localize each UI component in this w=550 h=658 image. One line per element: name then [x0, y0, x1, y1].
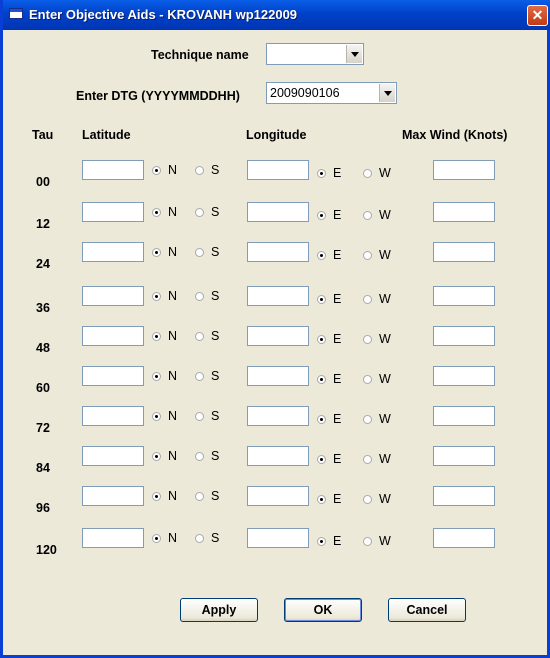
radio-dot[interactable]: [152, 248, 161, 257]
radio-dot[interactable]: [152, 372, 161, 381]
max-wind-input[interactable]: [433, 242, 495, 262]
radio-dot[interactable]: [152, 166, 161, 175]
radio-dot[interactable]: [195, 452, 204, 461]
longitude-input[interactable]: [247, 160, 309, 180]
longitude-input[interactable]: [247, 202, 309, 222]
max-wind-input[interactable]: [433, 486, 495, 506]
radio-label: N: [168, 531, 178, 545]
chevron-down-icon[interactable]: [379, 84, 395, 102]
latitude-input[interactable]: [82, 446, 144, 466]
radio-label: E: [333, 534, 342, 548]
radio-dot[interactable]: [152, 292, 161, 301]
radio-dot[interactable]: [363, 251, 372, 260]
radio-label: W: [379, 166, 391, 180]
column-header-tau: Tau: [32, 128, 54, 142]
cancel-button[interactable]: Cancel: [388, 598, 466, 622]
radio-label: E: [333, 332, 342, 346]
radio-dot[interactable]: [195, 492, 204, 501]
radio-dot[interactable]: [152, 208, 161, 217]
radio-dot[interactable]: [363, 211, 372, 220]
radio-dot[interactable]: [195, 372, 204, 381]
radio-label: W: [379, 292, 391, 306]
radio-label: S: [211, 163, 220, 177]
technique-name-select[interactable]: [266, 43, 364, 65]
radio-dot[interactable]: [152, 492, 161, 501]
radio-dot[interactable]: [363, 169, 372, 178]
radio-label: E: [333, 412, 342, 426]
window-title: Enter Objective Aids - KROVANH wp122009: [29, 7, 298, 22]
latitude-input[interactable]: [82, 366, 144, 386]
radio-label: N: [168, 205, 178, 219]
radio-label: N: [168, 289, 178, 303]
chevron-down-icon[interactable]: [346, 45, 362, 63]
radio-dot[interactable]: [317, 415, 326, 424]
radio-label: W: [379, 372, 391, 386]
radio-dot[interactable]: [195, 412, 204, 421]
radio-label: W: [379, 208, 391, 222]
tau-label: 96: [36, 501, 50, 515]
radio-dot[interactable]: [195, 534, 204, 543]
max-wind-input[interactable]: [433, 286, 495, 306]
radio-label: S: [211, 489, 220, 503]
tau-label: 60: [36, 381, 50, 395]
latitude-input[interactable]: [82, 202, 144, 222]
radio-label: N: [168, 449, 178, 463]
radio-dot[interactable]: [152, 534, 161, 543]
column-header-longitude: Longitude: [246, 128, 307, 142]
dtg-value: 2009090106: [270, 86, 340, 100]
radio-dot[interactable]: [317, 375, 326, 384]
tau-label: 48: [36, 341, 50, 355]
technique-name-label: Technique name: [151, 48, 249, 62]
radio-dot[interactable]: [195, 166, 204, 175]
radio-label: N: [168, 409, 178, 423]
max-wind-input[interactable]: [433, 160, 495, 180]
radio-dot[interactable]: [363, 335, 372, 344]
latitude-input[interactable]: [82, 528, 144, 548]
longitude-input[interactable]: [247, 326, 309, 346]
dtg-select[interactable]: [266, 82, 397, 104]
longitude-input[interactable]: [247, 446, 309, 466]
max-wind-input[interactable]: [433, 528, 495, 548]
radio-label: N: [168, 245, 178, 259]
radio-label: W: [379, 492, 391, 506]
radio-dot[interactable]: [317, 495, 326, 504]
radio-label: N: [168, 329, 178, 343]
radio-dot[interactable]: [317, 169, 326, 178]
radio-dot[interactable]: [317, 335, 326, 344]
radio-dot[interactable]: [195, 292, 204, 301]
ok-button[interactable]: OK: [284, 598, 362, 622]
radio-dot[interactable]: [363, 375, 372, 384]
radio-label: E: [333, 166, 342, 180]
window-icon: [9, 8, 23, 19]
radio-dot[interactable]: [363, 537, 372, 546]
radio-label: E: [333, 208, 342, 222]
radio-dot[interactable]: [152, 452, 161, 461]
longitude-input[interactable]: [247, 242, 309, 262]
radio-label: S: [211, 369, 220, 383]
latitude-input[interactable]: [82, 486, 144, 506]
radio-label: N: [168, 489, 178, 503]
radio-dot[interactable]: [317, 211, 326, 220]
tau-label: 36: [36, 301, 50, 315]
radio-label: S: [211, 245, 220, 259]
dtg-label: Enter DTG (YYYYMMDDHH): [76, 89, 240, 103]
radio-dot[interactable]: [363, 415, 372, 424]
longitude-input[interactable]: [247, 528, 309, 548]
radio-label: N: [168, 163, 178, 177]
radio-dot[interactable]: [317, 295, 326, 304]
radio-dot[interactable]: [152, 332, 161, 341]
close-button[interactable]: ✕: [527, 5, 548, 26]
radio-label: S: [211, 449, 220, 463]
tau-label: 24: [36, 257, 50, 271]
title-bar[interactable]: [3, 0, 550, 30]
radio-label: S: [211, 205, 220, 219]
max-wind-input[interactable]: [433, 326, 495, 346]
radio-label: S: [211, 329, 220, 343]
radio-label: W: [379, 332, 391, 346]
radio-dot[interactable]: [317, 251, 326, 260]
radio-dot[interactable]: [317, 455, 326, 464]
tau-label: 120: [36, 543, 57, 557]
apply-button[interactable]: Apply: [180, 598, 258, 622]
radio-label: E: [333, 292, 342, 306]
latitude-input[interactable]: [82, 160, 144, 180]
tau-label: 84: [36, 461, 50, 475]
radio-dot[interactable]: [152, 412, 161, 421]
radio-label: E: [333, 492, 342, 506]
latitude-input[interactable]: [82, 242, 144, 262]
radio-label: N: [168, 369, 178, 383]
tau-label: 00: [36, 175, 50, 189]
radio-dot[interactable]: [195, 248, 204, 257]
latitude-input[interactable]: [82, 406, 144, 426]
max-wind-input[interactable]: [433, 406, 495, 426]
radio-label: E: [333, 248, 342, 262]
column-header-latitude: Latitude: [82, 128, 131, 142]
radio-dot[interactable]: [195, 332, 204, 341]
radio-label: S: [211, 289, 220, 303]
radio-dot[interactable]: [363, 455, 372, 464]
latitude-input[interactable]: [82, 286, 144, 306]
longitude-input[interactable]: [247, 486, 309, 506]
radio-label: S: [211, 409, 220, 423]
radio-dot[interactable]: [317, 537, 326, 546]
column-header-max-wind: Max Wind (Knots): [402, 128, 508, 142]
longitude-input[interactable]: [247, 366, 309, 386]
radio-dot[interactable]: [195, 208, 204, 217]
latitude-input[interactable]: [82, 326, 144, 346]
radio-label: S: [211, 531, 220, 545]
tau-label: 12: [36, 217, 50, 231]
max-wind-input[interactable]: [433, 202, 495, 222]
longitude-input[interactable]: [247, 406, 309, 426]
max-wind-input[interactable]: [433, 366, 495, 386]
radio-dot[interactable]: [363, 295, 372, 304]
radio-label: W: [379, 452, 391, 466]
radio-label: E: [333, 452, 342, 466]
radio-label: W: [379, 248, 391, 262]
radio-label: W: [379, 412, 391, 426]
radio-label: E: [333, 372, 342, 386]
radio-dot[interactable]: [363, 495, 372, 504]
radio-label: W: [379, 534, 391, 548]
tau-label: 72: [36, 421, 50, 435]
longitude-input[interactable]: [247, 286, 309, 306]
max-wind-input[interactable]: [433, 446, 495, 466]
